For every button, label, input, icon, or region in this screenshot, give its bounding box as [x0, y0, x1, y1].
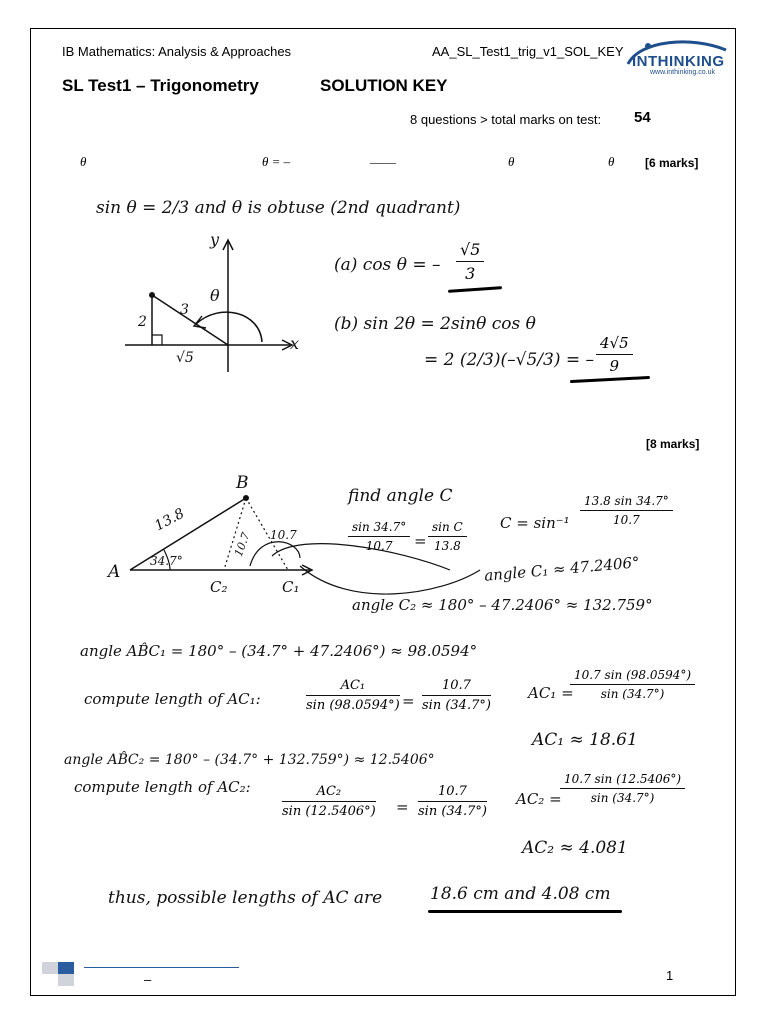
- q2-sr-right-den: 13.8: [434, 539, 461, 553]
- q1b-line2: = 2 (2/3)(–√5/3) = –: [424, 350, 594, 370]
- q2-ac1-right-den: sin (34.7°): [422, 698, 491, 713]
- q2-angle-abc1: angle AB̂C₁ = 180° – (34.7° + 47.2406°) ≈ 98.0594°: [80, 642, 478, 660]
- q1b-label: (b) sin 2θ = 2sinθ cos θ: [334, 314, 536, 334]
- q2-marks: [8 marks]: [646, 437, 700, 451]
- q2-ac2-solve-den: sin (34.7°): [590, 791, 655, 805]
- q2-ac1-right-fraction: [422, 678, 491, 713]
- test-title: SL Test1 – Trigonometry: [62, 76, 259, 95]
- q2-c-formula-prefix: C = sin⁻¹: [500, 514, 570, 532]
- footer-square-4: [58, 974, 74, 986]
- q2-ac1-equals: =: [402, 692, 415, 710]
- q2-ac2-left-num: AC₂: [282, 784, 376, 802]
- solution-key-title: SOLUTION KEY: [320, 76, 448, 95]
- q1a-fraction: [456, 240, 484, 283]
- logo-url: www.inthinking.co.uk: [650, 69, 715, 76]
- q1b-num: 4√5: [596, 334, 633, 355]
- q2-angle-c1: angle C₁ ≈ 47.2406°: [483, 553, 641, 585]
- q1-theta-1: θ: [80, 154, 87, 169]
- q2-ac2-result: AC₂ ≈ 4.081: [522, 838, 628, 858]
- q2-vertex-c1: C₁: [282, 578, 300, 596]
- q2-sine-rule-right: [428, 520, 467, 553]
- q2-ac1-solve-fraction: [570, 668, 695, 701]
- q1b-fraction: [596, 334, 633, 375]
- q1-given: sin θ = 2/3 and θ is obtuse (2nd quadrant): [96, 198, 461, 218]
- footer-rule: [84, 967, 239, 968]
- q1-theta-label: θ: [210, 286, 220, 305]
- q2-angle-c2: angle C₂ ≈ 180° – 47.2406° ≈ 132.759°: [352, 596, 653, 614]
- q2-c-formula-fraction: [580, 494, 673, 527]
- q2-ac1-solve-den: sin (34.7°): [600, 687, 665, 701]
- q2-vertex-b: B: [236, 473, 249, 493]
- q2-vertex-a: A: [108, 562, 121, 582]
- logo-text: INTHINKING: [632, 53, 725, 70]
- q2-find-angle: find angle C: [348, 486, 453, 506]
- q2-ac2-right-num: 10.7: [418, 784, 487, 802]
- q2-ac2-solve-num: 10.7 sin (12.5406°): [560, 772, 685, 789]
- q2-angle-abc2: angle AB̂C₂ = 180° – (34.7° + 132.759°) ≈ 12.5406°: [64, 752, 435, 768]
- q1a-num: √5: [456, 240, 484, 262]
- q2-conclusion-prefix: thus, possible lengths of AC are: [108, 888, 383, 908]
- q1-y-label: y: [210, 230, 220, 249]
- q2-compute-ac1-label: compute length of AC₁:: [84, 690, 261, 708]
- q1-adj-label: √5: [176, 350, 194, 366]
- q2-small-label: 10.7: [231, 530, 253, 559]
- q2-c-den: 10.7: [613, 513, 640, 527]
- q2-sr-left-num: sin 34.7°: [348, 520, 410, 537]
- total-marks: 54: [634, 109, 651, 126]
- q2-sine-rule-left: [348, 520, 410, 553]
- q2-ac2-equals: =: [396, 798, 409, 816]
- q2-side-bc: 10.7: [270, 528, 297, 542]
- q2-vertex-c2: C₂: [210, 578, 228, 596]
- q2-conclusion-underline: [428, 910, 622, 913]
- q2-sr-right-num: sin C: [428, 520, 467, 537]
- q2-ac1-left-num: AC₁: [306, 678, 400, 696]
- q1-opp-label: 2: [138, 314, 147, 330]
- page-number: 1: [666, 968, 674, 983]
- footer-dash: –: [144, 972, 152, 987]
- inthinking-logo: [622, 36, 732, 80]
- q2-ac1-solve-num: 10.7 sin (98.0594°): [570, 668, 695, 685]
- q2-sr-left-den: 10.7: [365, 539, 393, 553]
- q1b-den: 9: [609, 357, 620, 375]
- q2-ac1-left-den: sin (98.0594°): [306, 698, 400, 713]
- q1a-label: (a) cos θ = –: [334, 255, 441, 275]
- q2-sr-equals: =: [414, 532, 427, 550]
- q1-hyp-label: 3: [180, 302, 189, 318]
- q2-ac2-right-den: sin (34.7°): [418, 804, 487, 819]
- q1-marks: [6 marks]: [645, 156, 699, 170]
- footer-square-1: [42, 962, 58, 974]
- q2-angle-a: 34.7°: [150, 554, 183, 568]
- q1-x-label: x: [290, 334, 300, 353]
- summary-text: 8 questions > total marks on test:: [410, 112, 602, 127]
- q1-theta-2: θ: [508, 154, 515, 169]
- q1a-den: 3: [465, 264, 476, 283]
- q2-ac1-result: AC₁ ≈ 18.61: [532, 730, 638, 750]
- q1-theta-3: θ: [608, 154, 615, 169]
- file-code: AA_SL_Test1_trig_v1_SOL_KEY: [432, 44, 624, 59]
- q2-ac2-right-fraction: [418, 784, 487, 819]
- q2-compute-ac2-label: compute length of AC₂:: [74, 778, 251, 796]
- q2-ac1-left-fraction: [306, 678, 400, 713]
- q2-ac1-right-num: 10.7: [422, 678, 491, 696]
- q1-blank: ____: [370, 150, 396, 165]
- q2-conclusion-answer: 18.6 cm and 4.08 cm: [430, 884, 611, 904]
- q2-ac1-solve-prefix: AC₁ =: [528, 684, 574, 702]
- q1-theta-equals: θ = –: [262, 154, 291, 169]
- q2-ac2-solve-fraction: [560, 772, 685, 805]
- q2-side-ab: 13.8: [152, 505, 188, 535]
- q2-ac2-left-fraction: [282, 784, 376, 819]
- footer-square-3: [42, 974, 58, 986]
- footer-square-2: [58, 962, 74, 974]
- q2-ac2-left-den: sin (12.5406°): [282, 804, 376, 819]
- course-name: IB Mathematics: Analysis & Approaches: [62, 44, 292, 59]
- q2-ac2-solve-prefix: AC₂ =: [516, 790, 562, 808]
- q2-c-num: 13.8 sin 34.7°: [580, 494, 673, 511]
